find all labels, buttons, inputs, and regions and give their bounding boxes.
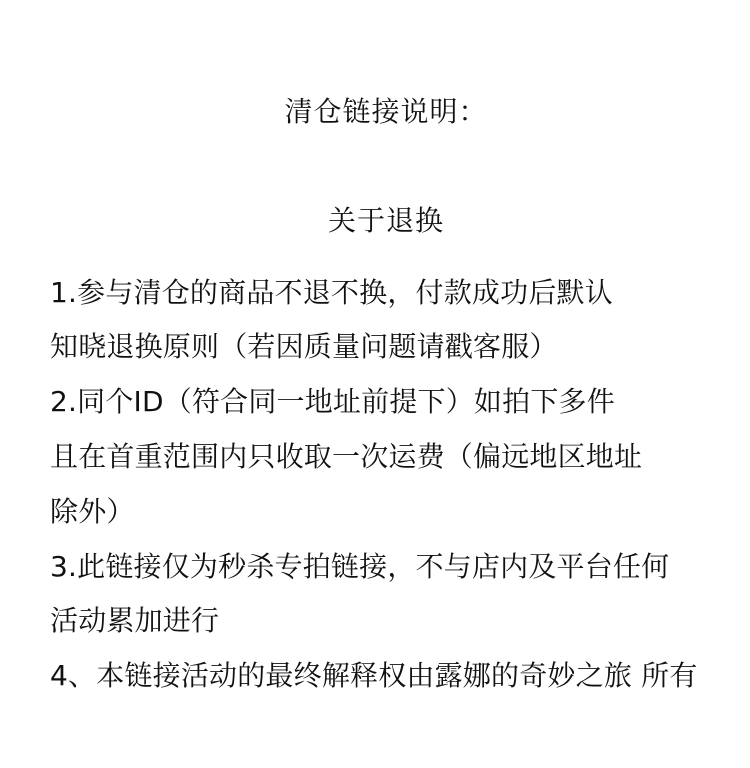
document-title: 清仓链接说明： (284, 95, 488, 128)
policy-line-7: 活动累加进行 (50, 604, 220, 637)
policy-line-5: 除外） (50, 495, 135, 528)
policy-line-2: 知晓退换原则（若因质量问题请戳客服） (50, 330, 558, 363)
policy-line-6: 3.此链接仅为秒杀专拍链接，不与店内及平台任何 (50, 550, 670, 583)
policy-line-8: 4、本链接活动的最终解释权由露娜的奇妙之旅 所有 (50, 659, 698, 692)
policy-line-1: 1.参与清仓的商品不退不换，付款成功后默认 (50, 276, 613, 309)
section-heading-returns: 关于退换 (327, 204, 444, 237)
policy-line-4: 且在首重范围内只收取一次运费（偏远地区地址 (50, 440, 643, 473)
policy-line-3: 2.同个ID（符合同一地址前提下）如拍下多件 (50, 385, 615, 418)
